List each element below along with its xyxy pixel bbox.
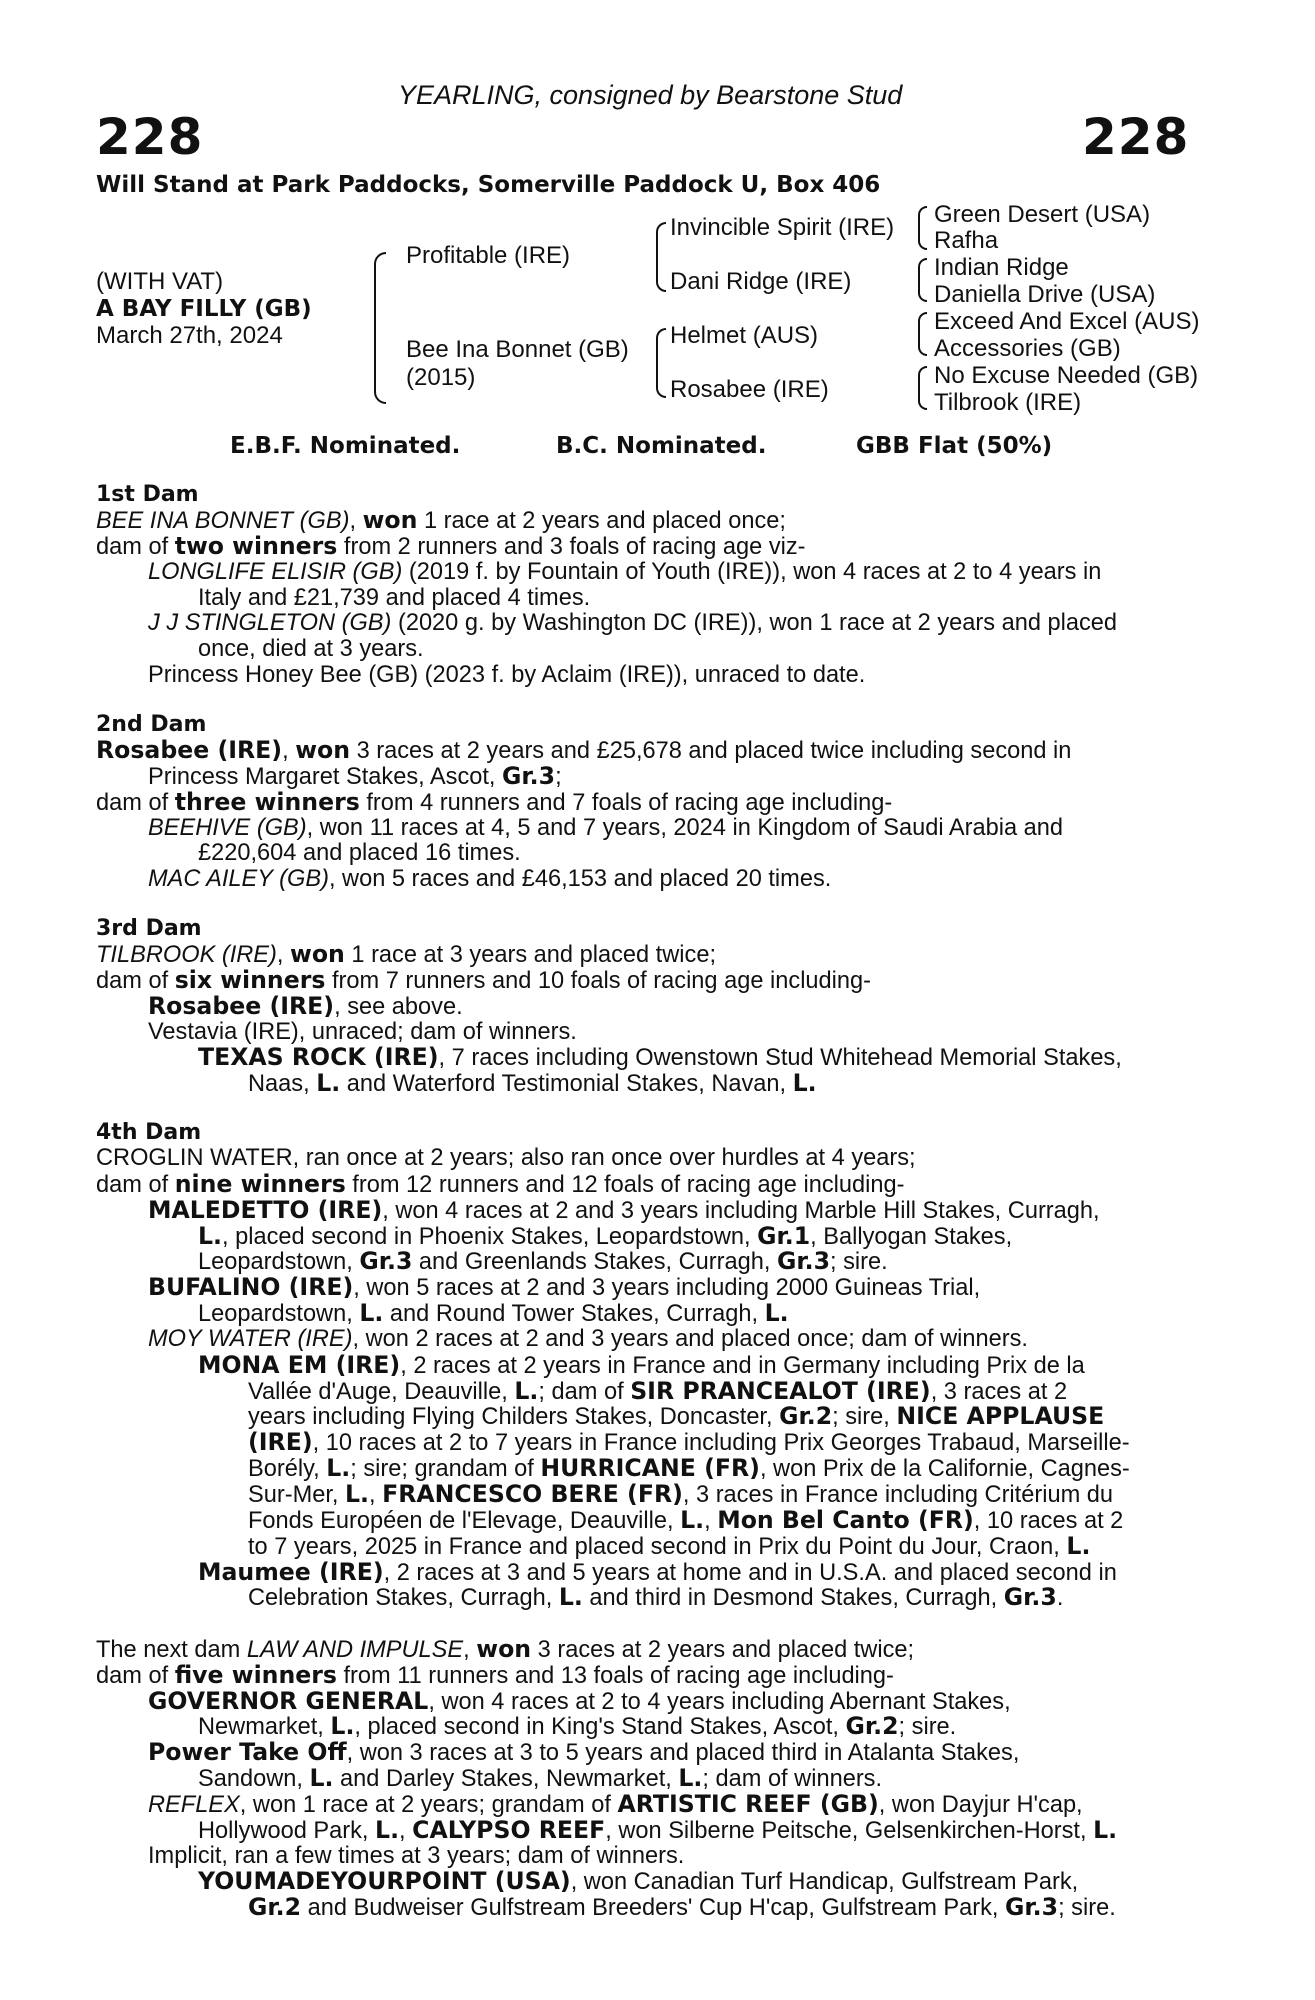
next-dam-line-1: The next dam LAW AND IMPULSE, won 3 races at 2 years and placed twice; (96, 1635, 915, 1663)
pedigree-brace-gen4-1 (918, 206, 927, 250)
fourth-dam-heading: 4th Dam (96, 1120, 202, 1145)
pedigree-dam-sire: Helmet (AUS) (670, 322, 819, 349)
fourth-dam-line-15: Fonds Européen de l'Elevage, Deauville, L., Mon Bel Canto (FR), 10 races at 2 (248, 1506, 1124, 1534)
next-dam-line-10: YOUMADEYOURPOINT (USA), won Canadian Turf Handicap, Gulfstream Park, (198, 1867, 1079, 1895)
third-dam-line-1: TILBROOK (IRE), won 1 race at 3 years and placed twice; (96, 940, 716, 968)
pedigree-gen4-8: Tilbrook (IRE) (934, 389, 1082, 416)
nomination-ebf: E.B.F. Nominated. (230, 433, 461, 459)
fourth-dam-line-14: Sur-Mer, L., FRANCESCO BERE (FR), 3 races in France including Critérium du (248, 1480, 1114, 1508)
pedigree-dam: Bee Ina Bonnet (GB) (406, 336, 629, 363)
first-dam-line-2: dam of two winners from 2 runners and 3 foals of racing age viz- (96, 532, 806, 560)
pedigree-sire-sire: Invincible Spirit (IRE) (670, 214, 895, 241)
fourth-dam-line-11: years including Flying Childers Stakes, Doncaster, Gr.2; sire, NICE APPLAUSE (248, 1402, 1105, 1430)
third-dam-line-2: dam of six winners from 7 runners and 10 foals of racing age including- (96, 966, 872, 994)
next-dam-line-8: Hollywood Park, L., CALYPSO REEF, won Silberne Peitsche, Gelsenkirchen-Horst, L. (198, 1816, 1118, 1844)
lot-number-right: 228 (1082, 108, 1190, 166)
next-dam-line-5: Power Take Off, won 3 races at 3 to 5 years and placed third in Atalanta Stakes, (148, 1738, 1020, 1766)
pedigree-brace-gen4-4 (918, 366, 927, 410)
second-dam-line-4: BEEHIVE (GB), won 11 races at 4, 5 and 7 years, 2024 in Kingdom of Saudi Arabia and (148, 815, 1064, 841)
fourth-dam-line-18: Celebration Stakes, Curragh, L. and third in Desmond Stakes, Curragh, Gr.3. (248, 1583, 1064, 1611)
second-dam-line-2: Princess Margaret Stakes, Ascot, Gr.3; (148, 762, 562, 790)
nomination-bc: B.C. Nominated. (556, 433, 767, 459)
fourth-dam-line-5: Leopardstown, Gr.3 and Greenlands Stakes, Curragh, Gr.3; sire. (198, 1247, 888, 1275)
first-dam-heading: 1st Dam (96, 482, 199, 507)
pedigree-sire-dam: Dani Ridge (IRE) (670, 268, 852, 295)
horse-name: A BAY FILLY (GB) (96, 296, 312, 322)
fourth-dam-line-7: Leopardstown, L. and Round Tower Stakes, Curragh, L. (198, 1299, 789, 1327)
pedigree-dam-dam: Rosabee (IRE) (670, 376, 829, 403)
next-dam-line-9: Implicit, ran a few times at 3 years; dam of winners. (148, 1843, 685, 1869)
fourth-dam-line-3: MALEDETTO (IRE), won 4 races at 2 and 3 years including Marble Hill Stakes, Curragh, (148, 1196, 1100, 1224)
second-dam-heading: 2nd Dam (96, 712, 207, 737)
fourth-dam-line-17: Maumee (IRE), 2 races at 3 and 5 years at home and in U.S.A. and placed second in (198, 1558, 1117, 1586)
fourth-dam-line-1: CROGLIN WATER, ran once at 2 years; also ran once over hurdles at 4 years; (96, 1145, 916, 1171)
pedigree-gen4-1: Green Desert (USA) (934, 201, 1151, 228)
pedigree-gen4-3: Indian Ridge (934, 254, 1069, 281)
pedigree-gen4-2: Rafha (934, 227, 999, 254)
pedigree-dam-year: (2015) (406, 364, 476, 391)
second-dam-line-1: Rosabee (IRE), won 3 races at 2 years and £25,678 and placed twice including second in (96, 736, 1072, 764)
pedigree-sire: Profitable (IRE) (406, 242, 571, 269)
next-dam-line-2: dam of five winners from 11 runners and 13 foals of racing age including- (96, 1661, 894, 1689)
fourth-dam-line-12: (IRE), 10 races at 2 to 7 years in France including Prix Georges Trabaud, Marseille- (248, 1428, 1130, 1456)
fourth-dam-line-13: Borély, L.; sire; grandam of HURRICANE (FR), won Prix de la Californie, Cagnes- (248, 1454, 1130, 1482)
next-dam-line-6: Sandown, L. and Darley Stakes, Newmarket, L.; dam of winners. (198, 1764, 883, 1792)
fourth-dam-line-8: MOY WATER (IRE), won 2 races at 2 and 3 years and placed once; dam of winners. (148, 1326, 1028, 1352)
next-dam-line-11: Gr.2 and Budweiser Gulfstream Breeders' Cup H'cap, Gulfstream Park, Gr.3; sire. (248, 1893, 1116, 1921)
stable-location: Will Stand at Park Paddocks, Somerville Paddock U, Box 406 (96, 172, 881, 198)
pedigree-brace-main (374, 252, 386, 404)
fourth-dam-line-2: dam of nine winners from 12 runners and 12 foals of racing age including- (96, 1170, 905, 1198)
nomination-gbb: GBB Flat (50%) (856, 433, 1053, 459)
first-dam-line-3: LONGLIFE ELISIR (GB) (2019 f. by Fountain of Youth (IRE)), won 4 races at 2 to 4 years in (148, 559, 1102, 585)
lot-number-left: 228 (96, 108, 204, 166)
second-dam-line-5: £220,604 and placed 16 times. (198, 840, 521, 866)
second-dam-line-3: dam of three winners from 4 runners and 7 foals of racing age including- (96, 788, 893, 816)
pedigree-brace-dam (656, 328, 666, 398)
first-dam-line-7: Princess Honey Bee (GB) (2023 f. by Aclaim (IRE)), unraced to date. (148, 662, 866, 688)
pedigree-brace-sire (656, 222, 666, 292)
fourth-dam-line-6: BUFALINO (IRE), won 5 races at 2 and 3 years including 2000 Guineas Trial, (148, 1273, 981, 1301)
consignor-line: YEARLING, consigned by Bearstone Stud (398, 80, 903, 110)
next-dam-line-3: GOVERNOR GENERAL, won 4 races at 2 to 4 years including Abernant Stakes, (148, 1687, 1011, 1715)
first-dam-line-6: once, died at 3 years. (198, 636, 424, 662)
third-dam-line-3: Rosabee (IRE), see above. (148, 992, 463, 1020)
pedigree-gen4-4: Daniella Drive (USA) (934, 281, 1156, 308)
pedigree-brace-gen4-2 (918, 258, 927, 302)
horse-name: BEE INA BONNET (GB) (96, 508, 350, 534)
next-dam-line-4: Newmarket, L., placed second in King's Stand Stakes, Ascot, Gr.2; sire. (198, 1712, 957, 1740)
third-dam-line-4: Vestavia (IRE), unraced; dam of winners. (148, 1019, 577, 1045)
fourth-dam-line-9: MONA EM (IRE), 2 races at 2 years in France and in Germany including Prix de la (198, 1351, 1085, 1379)
second-dam-line-6: MAC AILEY (GB), won 5 races and £46,153 and placed 20 times. (148, 866, 832, 892)
fourth-dam-line-4: L., placed second in Phoenix Stakes, Leopardstown, Gr.1, Ballyogan Stakes, (198, 1222, 1013, 1250)
third-dam-line-6: Naas, L. and Waterford Testimonial Stakes, Navan, L. (248, 1069, 817, 1097)
pedigree-gen4-6: Accessories (GB) (934, 335, 1121, 362)
next-dam-line-7: REFLEX, won 1 race at 2 years; grandam of ARTISTIC REEF (GB), won Dayjur H'cap, (148, 1790, 1083, 1818)
first-dam-line-5: J J STINGLETON (GB) (2020 g. by Washington DC (IRE)), won 1 race at 2 years and placed (148, 610, 1118, 636)
fourth-dam-line-10: Vallée d'Auge, Deauville, L.; dam of SIR PRANCEALOT (IRE), 3 races at 2 (248, 1377, 1068, 1405)
won-label: won (362, 506, 418, 534)
catalogue-body (96, 480, 1206, 1940)
first-dam-line-4: Italy and £21,739 and placed 4 times. (198, 585, 591, 611)
vat-note: (WITH VAT) (96, 268, 224, 295)
third-dam-heading: 3rd Dam (96, 916, 202, 941)
first-dam-line-1: BEE INA BONNET (GB), won 1 race at 2 years and placed once; (96, 506, 786, 534)
pedigree-brace-gen4-3 (918, 312, 927, 356)
pedigree-gen4-5: Exceed And Excel (AUS) (934, 308, 1200, 335)
third-dam-line-5: TEXAS ROCK (IRE), 7 races including Owenstown Stud Whitehead Memorial Stakes, (198, 1043, 1122, 1071)
fourth-dam-line-16: to 7 years, 2025 in France and placed second in Prix du Point du Jour, Craon, L. (248, 1532, 1091, 1560)
pedigree-gen4-7: No Excuse Needed (GB) (934, 362, 1199, 389)
foaling-date: March 27th, 2024 (96, 322, 283, 349)
